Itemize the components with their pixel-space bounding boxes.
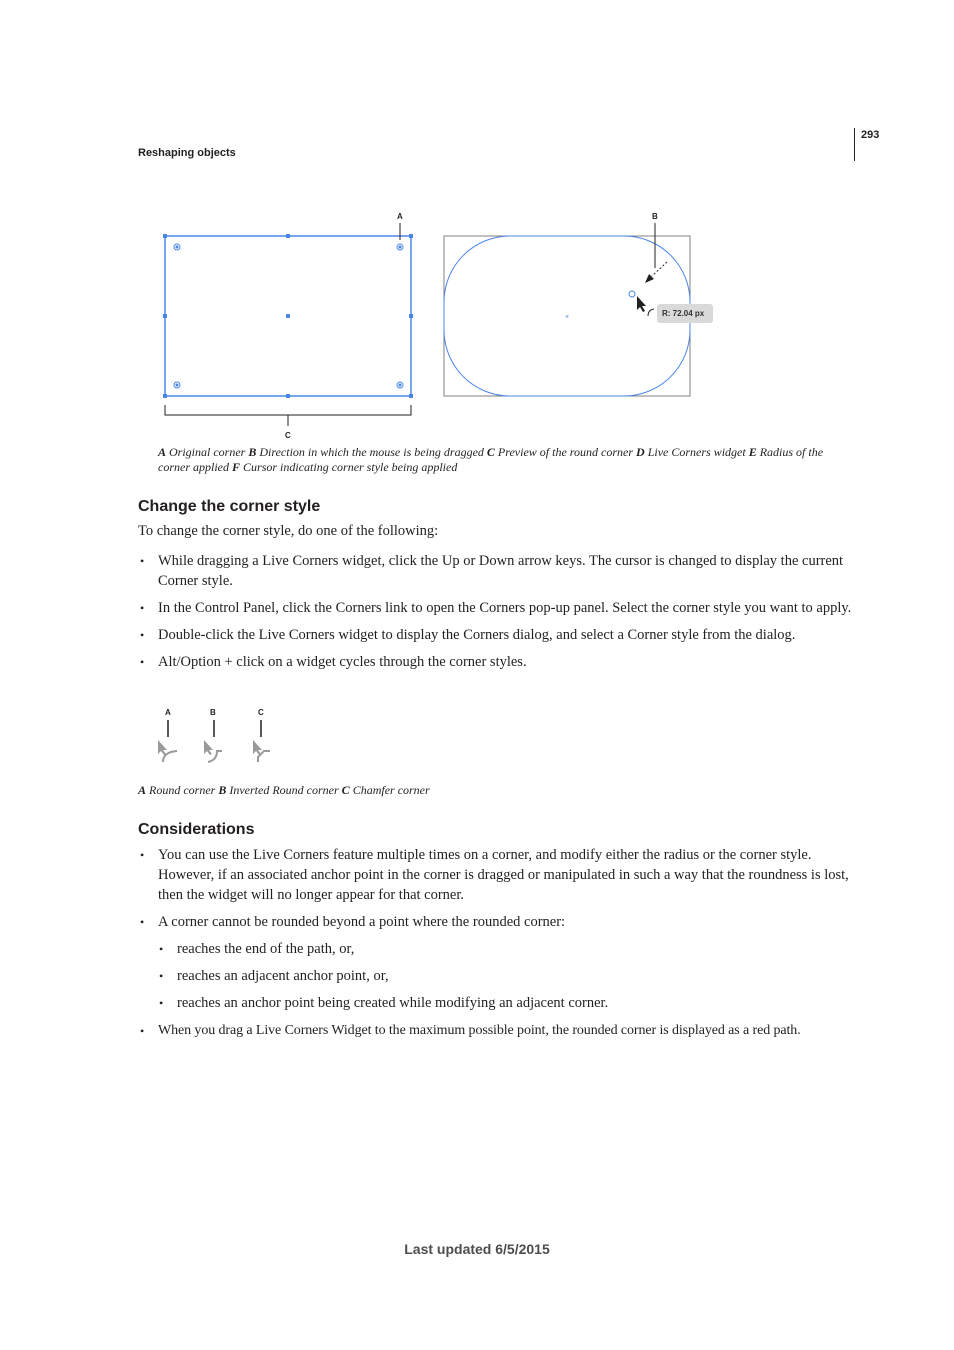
list-item: • Alt/Option + click on a widget cycles through the corner styles.: [138, 652, 853, 672]
list-item: • You can use the Live Corners feature multiple times on a corner, and modify either the radius or the corner style. However, if an associated anchor point in the corner is dragged or manipulated in such a way that the roundness is lost, then the widget will no longer appear for that corner.: [138, 845, 853, 905]
section2-sub-bullet-list: [157, 939, 853, 1013]
live-corner-widget-icon: [629, 291, 635, 297]
bracket-c: [165, 405, 411, 426]
rounded-preview-rect: [444, 236, 690, 396]
caption-key: C: [486, 445, 495, 459]
caption-text: Direction in which the mouse is being dragged: [256, 445, 487, 459]
caption-key: A: [138, 783, 147, 797]
live-corners-figure: [0, 0, 954, 445]
caption-key: A: [158, 445, 167, 459]
list-item: • reaches the end of the path, or,: [157, 939, 853, 959]
page-number: 293: [861, 129, 880, 141]
callout-c: C: [285, 431, 291, 440]
radius-tooltip-text: R: 72.04 px: [662, 309, 705, 318]
caption-text: Live Corners widget: [644, 445, 749, 459]
section2-last-bullet: [138, 1021, 868, 1041]
section1-intro: To change the corner style, do one of the following:: [138, 523, 439, 539]
callout-a: A: [165, 708, 171, 717]
section2-bullet-list: [138, 845, 853, 939]
cursor-arrow-icon: [637, 296, 654, 316]
caption-key: D: [636, 445, 645, 459]
section-heading-change-corner-style: Change the corner style: [138, 498, 321, 515]
section-heading-considerations: Considerations: [138, 821, 255, 838]
original-corner-rect: [163, 234, 413, 398]
page-footer: Last updated 6/5/2015: [404, 1241, 550, 1257]
inverted-round-corner-cursor-icon: [204, 740, 222, 762]
caption-key: B: [218, 783, 227, 797]
list-item: • Double-click the Live Corners widget to display the Corners dialog, and select a Corner style from the dialog.: [138, 625, 853, 645]
caption-text: Round corner: [146, 783, 219, 797]
callout-c: C: [258, 708, 264, 717]
section1-bullet-list: [138, 551, 853, 672]
svg-text:×: ×: [565, 314, 570, 321]
caption-text: Radius of the corner applied: [158, 445, 824, 474]
caption-text: Cursor indicating corner style being applied: [240, 460, 458, 474]
caption-text: Original corner: [166, 445, 249, 459]
drag-direction-arrow-icon: [645, 262, 667, 283]
list-item: • reaches an anchor point being created while modifying an adjacent corner.: [157, 993, 853, 1013]
caption-key: B: [248, 445, 257, 459]
caption-text: Chamfer corner: [349, 783, 430, 797]
callout-b: B: [652, 212, 658, 221]
corner-styles-figure: [140, 700, 300, 772]
figure1-caption: [158, 445, 858, 475]
figure2-caption: [138, 783, 430, 798]
caption-key: C: [341, 783, 350, 797]
list-item: • A corner cannot be rounded beyond a point where the rounded corner:: [138, 912, 853, 932]
callout-a: A: [397, 212, 403, 221]
list-item: • While dragging a Live Corners widget, click the Up or Down arrow keys. The cursor is changed to display the current Corner style.: [138, 551, 853, 591]
list-item: • When you drag a Live Corners Widget to the maximum possible point, the rounded corner is displayed as a red path.: [138, 1021, 868, 1041]
running-header: Reshaping objects: [138, 147, 236, 159]
round-corner-cursor-icon: [158, 740, 177, 762]
caption-key: E: [748, 445, 757, 459]
list-item: • reaches an adjacent anchor point, or,: [157, 966, 853, 986]
caption-key: F: [232, 460, 241, 474]
callout-b: B: [210, 708, 216, 717]
chamfer-corner-cursor-icon: [253, 740, 270, 762]
list-item: • In the Control Panel, click the Corners link to open the Corners pop-up panel. Select the corner style you want to apply.: [138, 598, 853, 618]
caption-text: Inverted Round corner: [226, 783, 342, 797]
caption-text: Preview of the round corner: [494, 445, 637, 459]
